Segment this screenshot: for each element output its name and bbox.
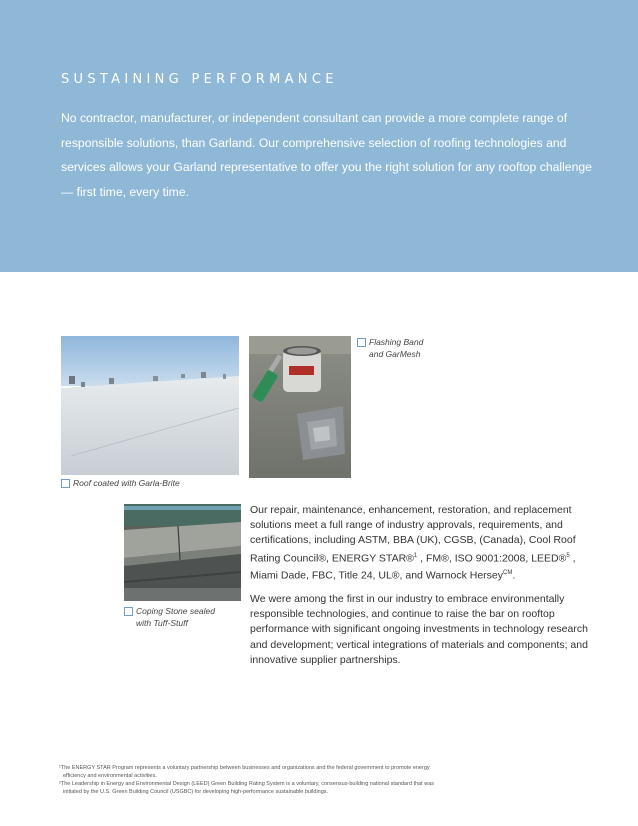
footnote-1: ¹The ENERGY STAR Program represents a voluntary partnership between businesses and organizations and the federal government to promote energy xyxy=(59,765,430,771)
flashing-band-caption: Flashing Band and GarMesh xyxy=(357,337,457,361)
hero-banner xyxy=(0,0,638,272)
footnote-1-continued: efficiency and environmental activities. xyxy=(63,773,157,779)
section-title: SUSTAINING PERFORMANCE xyxy=(61,72,338,87)
roof-caption: Roof coated with Garla-Brite xyxy=(61,478,241,490)
flashing-band-photo xyxy=(249,336,351,478)
footnote-2-continued: initiated by the U.S. Green Building Council (USGBC) for developing high-performance sustainable buildings. xyxy=(63,789,329,795)
footnotes xyxy=(59,764,499,796)
caption-marker xyxy=(124,607,133,616)
footnote-2: ²The Leadership in Energy and Environmental Design (LEED) Green Building Rating System is a voluntary, consensus-building national standard that was xyxy=(59,781,435,787)
roof-photo xyxy=(61,336,239,475)
coping-stone-photo xyxy=(124,504,241,601)
certifications-paragraph: Our repair, maintenance, enhancement, restoration, and replacement solutions meet a full range of industry approvals, requirements, and certifications, including ASTM, BBA (UK), CGSB, (Canada), Cool Roof Rating Council®, ENERGY STAR®$^1$ , FM®, ISO 9001:2008, LEED®$^5$ , Miami Dade, FBC, Title 24, UL®, and Warnock Hersey$^{CM}$. xyxy=(250,504,576,582)
caption-marker xyxy=(61,479,70,488)
intro-paragraph: No contractor, manufacturer, or independent consultant can provide a more complete range of responsible solutions, than Garland. Our comprehensive selection of roofing technologies and services allows your Garland representative to offer you the right solution for any rooftop challenge — first time, every time. xyxy=(61,111,592,199)
coping-stone-caption: Coping Stone sealed with Tuff-Stuff xyxy=(124,606,244,630)
innovation-paragraph: We were among the first in our industry to embrace environmentally responsible technologies, and continue to raise the bar on rooftop performance with significant ongoing investments in technology research and development; vertical integrations of materials and components; and innovative supplier partnerships. xyxy=(250,593,588,666)
body-text xyxy=(250,503,590,676)
caption-marker xyxy=(357,338,366,347)
